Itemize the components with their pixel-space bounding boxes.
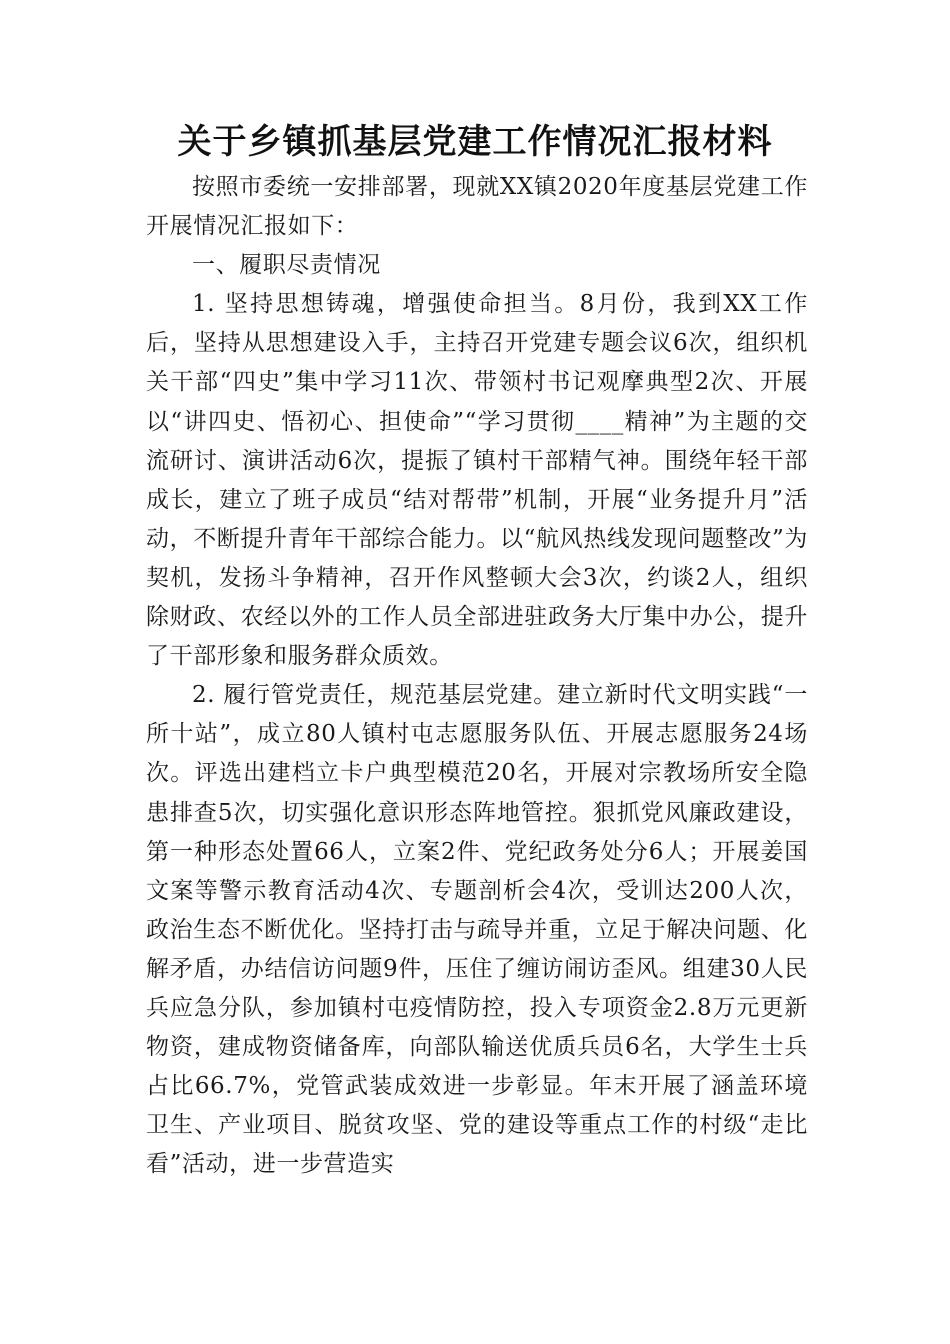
section-heading: 一、履职尽责情况 <box>192 252 381 279</box>
body-paragraph: 1. 坚持思想铸魂，增强使命担当。8月份，我到XX工作后，坚持从思想建设入手，主持召开党建专题会议6次，组织机关干部“四史”集中学习11次、带领村书记观摩典型2次、开展以“讲四史、悟初心、担使命”“学习贯彻____精神”为主题的交流研讨、演讲活动6次，提振了镇村干部精气神。围绕年轻干部成长，建立了班子成员“结对帮带”机制，开展“业务提升月”活动，不断提升青年干部综合能力。以“航风热线发现问题整改”为契机，发扬斗争精神，召开作风整顿大会3次，约谈2人，组织除财政、农经以外的工作人员全部进驻政务大厅集中办公，提升了干部形象和服务群众质效。 <box>146 291 808 670</box>
document-title: 关于乡镇抓基层党建工作情况汇报材料 <box>177 122 773 162</box>
intro-paragraph: 按照市委统一安排部署，现就XX镇2020年度基层党建工作开展情况汇报如下： <box>146 174 808 240</box>
document-body <box>146 168 808 1184</box>
body-paragraph: 2. 履行管党责任，规范基层党建。建立新时代文明实践“一所十站”，成立80人镇村屯志愿服务队伍、开展志愿服务24场次。评选出建档立卡户典型模范20名，开展对宗教场所安全隐患排查5次，切实强化意识形态阵地管控。狠抓党风廉政建设，第一种形态处置66人，立案2件、党纪政务处分6人；开展姜国文案等警示教育活动4次、专题剖析会4次，受训达200人次，政治生态不断优化。坚持打击与疏导并重，立足于解决问题、化解矛盾，办结信访问题9件，压住了缠访闹访歪风。组建30人民兵应急分队，参加镇村屯疫情防控，投入专项资金2.8万元更新物资，建成物资储备库，向部队输送优质兵员6名，大学生士兵占比66.7%，党管武装成效进一步彰显。年末开展了涵盖环境卫生、产业项目、脱贫攻坚、党的建设等重点工作的村级“走比看”活动，进一步营造实 <box>146 682 808 1178</box>
